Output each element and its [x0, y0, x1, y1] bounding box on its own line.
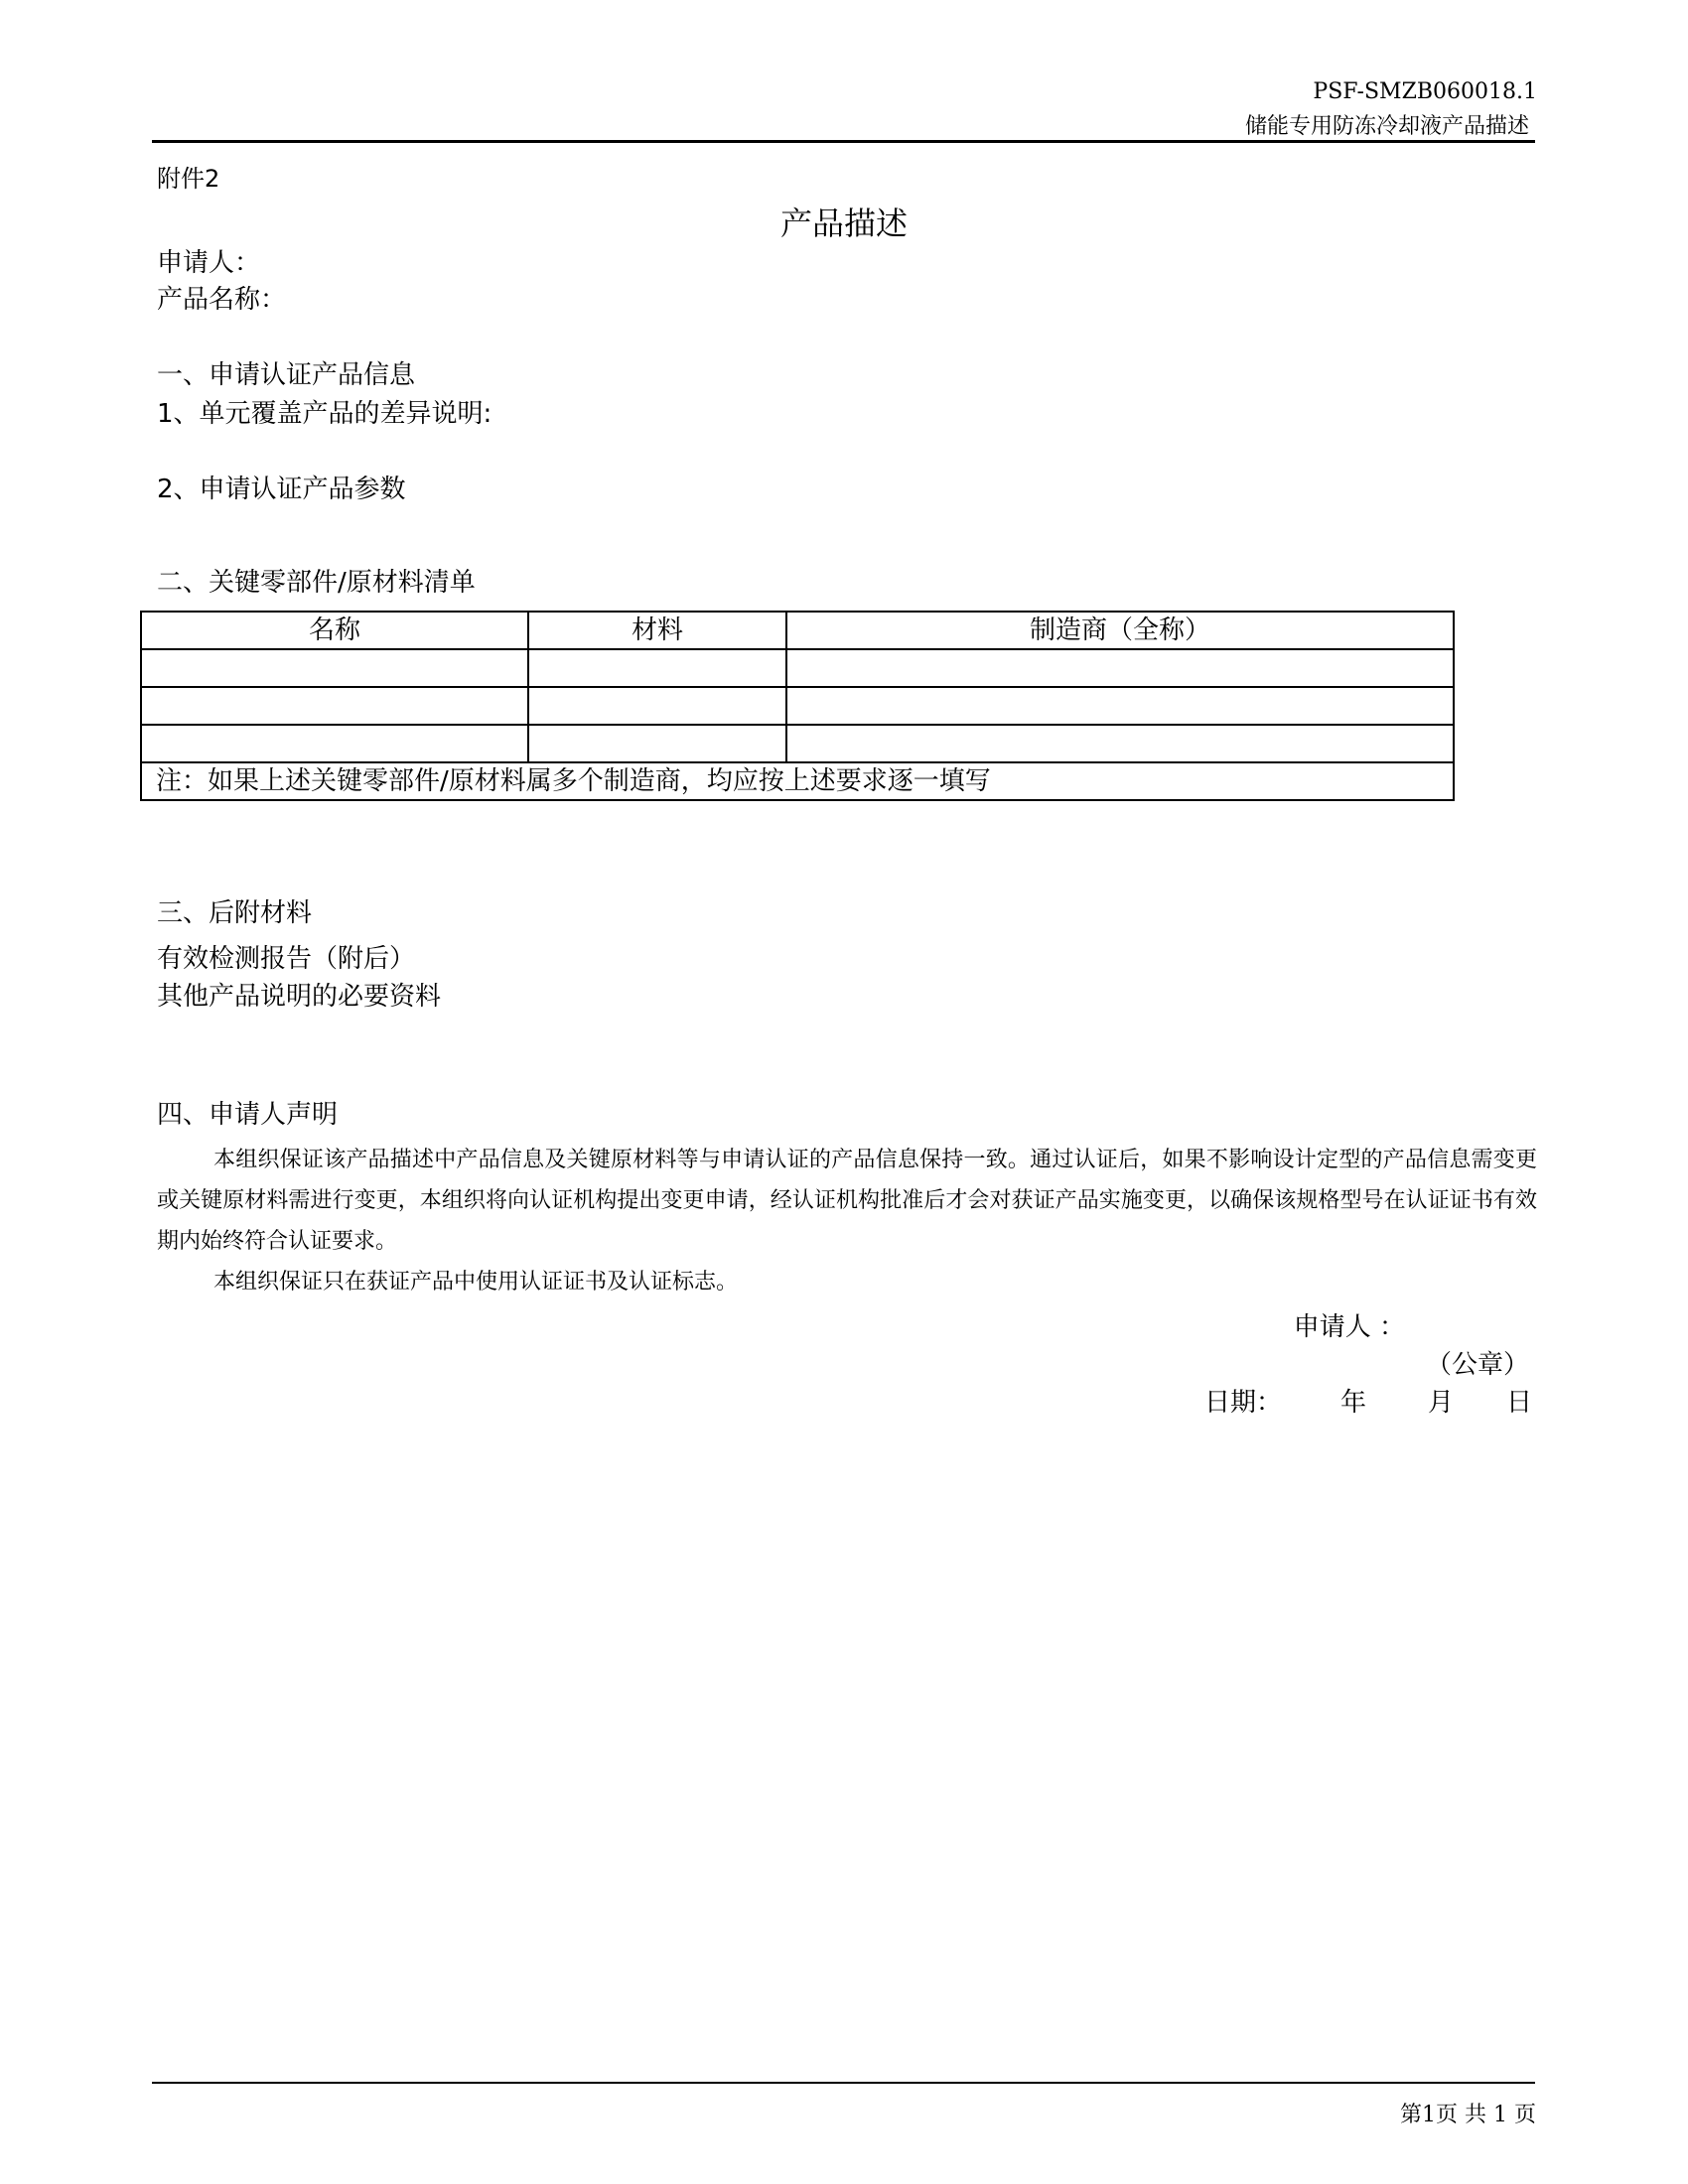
- header-divider: [152, 140, 1535, 143]
- column-header-manufacturer: 制造商（全称）: [786, 612, 1454, 649]
- section1-item2: 2、申请认证产品参数: [157, 475, 406, 504]
- table-cell-name[interactable]: [141, 649, 528, 687]
- page-title: 产品描述: [779, 205, 908, 242]
- declaration-paragraph: 本组织保证该产品描述中产品信息及关键原材料等与申请认证的产品信息保持一致。通过认证后，如果不影响设计定型的产品信息需变更或关键原材料需进行变更，本组织将向认证机构提出变更申请，经认证机构批准后才会对获证产品实施变更，以确保该规格型号在认证证书有效期内始终符合认证要求。: [157, 1148, 1537, 1254]
- table-cell-material[interactable]: [528, 687, 786, 725]
- page-number: 第1页 共 1 页: [1400, 2103, 1536, 2127]
- column-header-material: 材料: [528, 612, 786, 649]
- applicant-field-label: 申请人：: [157, 248, 261, 278]
- table-cell-manufacturer[interactable]: [786, 687, 1454, 725]
- table-row: [141, 725, 1454, 762]
- table-note-row: [141, 762, 1454, 800]
- section4-heading: 四、申请人声明: [157, 1100, 339, 1130]
- table-cell-name[interactable]: [141, 725, 528, 762]
- column-header-name: 名称: [141, 612, 528, 649]
- signature-seal-label: （公章）: [1425, 1350, 1529, 1380]
- document-code: PSF-SMZB060018.1: [1313, 79, 1537, 104]
- table-cell-manufacturer[interactable]: [786, 725, 1454, 762]
- parts-table: [140, 611, 1455, 801]
- attachment-item: 其他产品说明的必要资料: [157, 982, 442, 1012]
- section3-heading: 三、后附材料: [157, 898, 313, 928]
- section1-item1: 1、单元覆盖产品的差异说明:: [157, 399, 492, 429]
- table-cell-material[interactable]: [528, 649, 786, 687]
- date-day-label: 日: [1506, 1388, 1533, 1418]
- signature-applicant-label: 申请人 ：: [1293, 1312, 1405, 1342]
- date-label: 日期：: [1204, 1388, 1283, 1418]
- product-name-field-label: 产品名称：: [157, 285, 287, 315]
- section1-heading: 一、申请认证产品信息: [157, 360, 416, 390]
- attachment-item: 有效检测报告（附后）: [157, 944, 416, 974]
- date-year-label: 年: [1340, 1388, 1367, 1418]
- date-month-label: 月: [1428, 1388, 1455, 1418]
- attachment-label: 附件2: [157, 165, 220, 193]
- table-cell-manufacturer[interactable]: [786, 649, 1454, 687]
- table-row: [141, 687, 1454, 725]
- table-note: 注：如果上述关键零部件/原材料属多个制造商，均应按上述要求逐一填写: [141, 762, 1454, 800]
- table-header-row: [141, 612, 1454, 649]
- table-row: [141, 649, 1454, 687]
- section2-heading: 二、关键零部件/原材料清单: [157, 568, 476, 598]
- declaration-paragraph: 本组织保证只在获证产品中使用认证证书及认证标志。: [213, 1270, 739, 1295]
- header-title: 储能专用防冻冷却液产品描述: [1244, 114, 1529, 139]
- table-cell-material[interactable]: [528, 725, 786, 762]
- footer-divider: [152, 2082, 1535, 2084]
- table-cell-name[interactable]: [141, 687, 528, 725]
